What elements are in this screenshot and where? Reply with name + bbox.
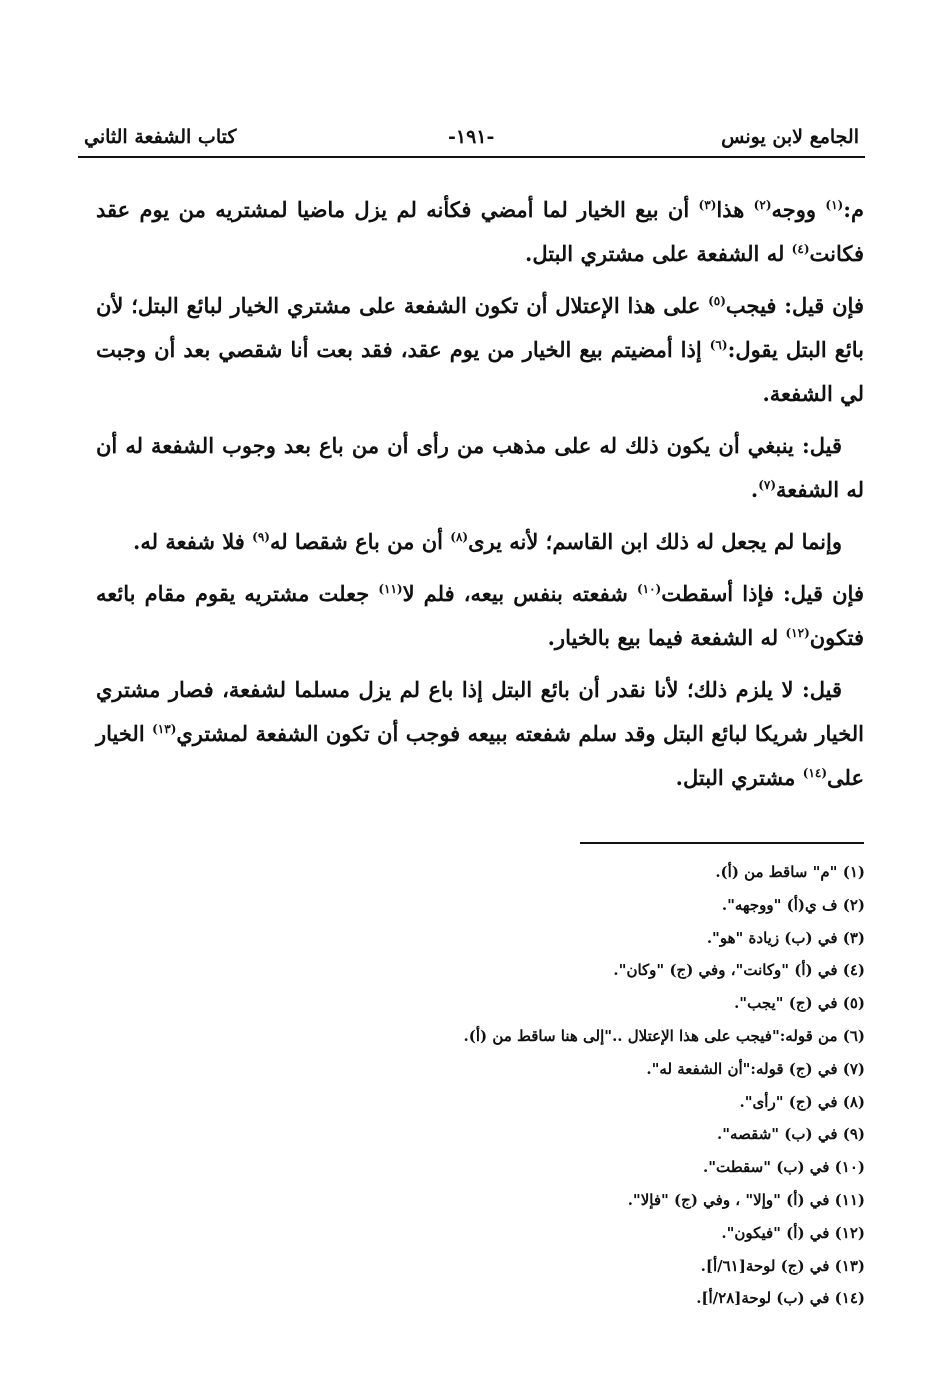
paragraph-text: وإنما لم يجعل له ذلك ابن القاسم؛ لأنه يرى [468,529,842,554]
paragraph-text: قيل: ينبغي أن يكون ذلك له على مذهب من رأى أن من باع بعد وجوب الشفعة له أن له الشفعة [96,433,864,502]
footnote-reference: (١٣) [152,722,177,736]
footnote-reference: (٧) [758,478,777,492]
paragraph-text: الخيار على [96,721,864,790]
footnote-reference: (١) [825,198,844,212]
footnote-item: (١٠) في (ب) "سقطت". [702,1158,865,1177]
paragraph-text: له الشفعة على مشتري البتل. [525,241,792,266]
paragraph-text: ووجه [771,197,826,222]
footnote-item: (١١) في (أ) "وإلا" ، وفي (ج) "فإلا". [627,1190,865,1209]
paragraph-text: . [750,477,759,502]
footnote-reference: (١٢) [785,626,810,640]
footnote-item: (٦) من قوله:"فيجب على هذا الإعتلال .."إلى هنا ساقط من (أ). [463,1026,865,1045]
footnote-reference: (١٤) [802,766,827,780]
footnote-item: (٨) في (ج) "رأى". [739,1092,865,1111]
body-paragraph [96,188,864,276]
footnote-item: (١٣) في (ج) لوحة[٦١/أ]. [700,1256,865,1275]
running-header [78,122,865,158]
paragraph-text: له الشفعة فيما بيع بالخيار. [547,625,786,650]
paragraph-text: فإن قيل: فيجب [725,293,864,318]
footnote-reference: (٩) [252,530,270,544]
main-text [96,188,864,808]
footnote-reference: (٢) [753,198,772,212]
paragraph-text: شفعته بنفس بيعه، فلم لا [402,581,637,606]
paragraph-text: أن بيع الخيار لما أمضي فكأنه لم يزل ماضيا لمشتريه من يوم عقد فكانت [96,197,864,266]
paragraph-text: فإن قيل: فإذا أسقطت [661,581,864,606]
footnote-item: (١٤) في (ب) لوحة[٢٨/أ]. [696,1289,865,1308]
body-paragraph [96,520,864,564]
paragraph-text: هذا [716,197,754,222]
paragraph-text: م: [843,197,864,222]
footnote-item: (١) "م" ساقط من (أ). [715,863,865,881]
footnote-item: (٧) في (ج) قوله:"أن الشفعة له". [646,1059,865,1078]
paragraph-text: جعلت مشتريه يقوم مقام بائعه فتكون [96,581,864,650]
footnote-item: (١٢) في (أ) "فيكون". [721,1223,865,1242]
paragraph-text: على هذا الإعتلال أن تكون الشفعة على مشتري الخيار لبائع البتل؛ لأن بائع البتل يقول: [96,293,864,362]
paragraph-text: قيل: لا يلزم ذلك؛ لأنا نقدر أن بائع البتل إذا باع لم يزل مسلما لشفعة، فصار مشتري الخيار شريكا لبائع البتل وقد سلم شفعته ببيعه فوجب أن تكون الشفعة لمشتري [96,677,864,746]
footnote-item: (٥) في (ج) "يجب". [734,994,865,1013]
footnote-reference: (٤) [791,242,810,256]
paragraph-text: إذا أمضيتم بيع الخيار من يوم عقد، فقد بعت أنا شقصي بعد أن وجبت لي الشفعة. [96,337,864,406]
body-paragraph [96,668,864,800]
footnotes-list [105,856,865,1315]
chapter-title: كتاب الشفعة الثاني [84,126,237,148]
footnote-divider [580,842,864,844]
footnote-item: (٤) في (أ) "وكانت"، وفي (ج) "وكان". [613,961,865,980]
book-title: الجامع لابن يونس [721,126,859,148]
footnote-reference: (٦) [709,338,728,352]
footnote-item: (٩) في (ب) "شقصه". [717,1125,865,1144]
footnote-reference: (١١) [378,582,403,596]
page-number: -١٩١- [448,126,495,148]
footnote-reference: (١٠) [636,582,662,596]
footnote-item: (٢) ف ي(أ) "ووجهه". [721,895,865,914]
paragraph-text: فلا شفعة له. [133,529,253,554]
footnote-reference: (٣) [698,198,717,212]
footnote-reference: (٨) [450,530,469,544]
body-paragraph [96,284,864,416]
body-paragraph [96,572,864,660]
footnote-item: (٣) في (ب) زيادة "هو". [706,928,865,947]
paragraph-text: مشتري البتل. [675,765,803,790]
footnote-reference: (٥) [708,294,726,308]
body-paragraph [96,424,864,512]
paragraph-text: أن من باع شقصا له [269,529,451,554]
